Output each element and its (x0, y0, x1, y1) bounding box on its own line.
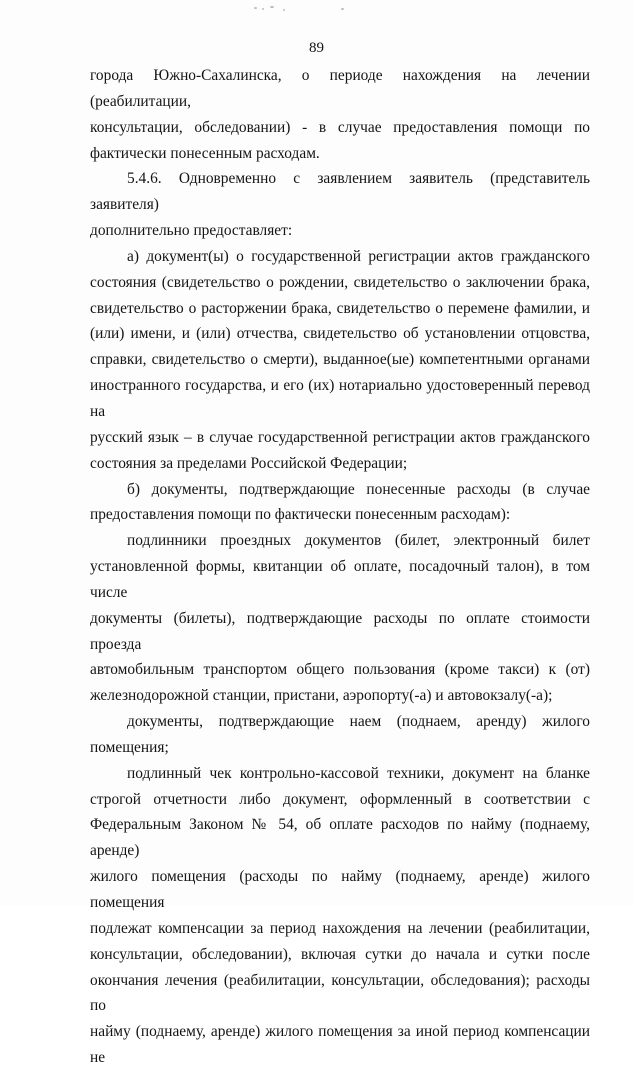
text-line: найму (поднаему, аренде) жилого помещения за иной период компенсации не (90, 1023, 590, 1067)
text-line: помещения; (90, 738, 169, 756)
text-line: города Южно-Сахалинска, о периоде нахождения на лечении (реабилитации, (90, 67, 590, 110)
text-line: подлинники проездных документов (билет, электронный билет (127, 532, 590, 550)
text-line: 5.4.6. Одновременно с заявлением заявитель (представитель заявителя) (90, 170, 590, 214)
text-line: подлежат компенсации за период нахождения на лечении (реабилитации, (90, 919, 590, 937)
text-line: жилого помещения (расходы по найму (поднаему, аренде) жилого помещения (90, 868, 590, 911)
text-line: б) документы, подтверждающие понесенные расходы (в случае (127, 480, 590, 498)
scan-speck (283, 9, 285, 11)
text-line: а) документ(ы) о государственной регистрации актов гражданского (127, 247, 590, 265)
text-line: консультации, обследовании), включая сутки до начала и сутки после (90, 945, 590, 963)
text-line: состояния за пределами Российской Федерации; (90, 454, 408, 472)
text-line: подлинный чек контрольно-кассовой техники, документ на бланке (127, 764, 590, 782)
text-line: документы (билеты), подтверждающие расходы по оплате стоимости проезда (90, 609, 590, 653)
scan-speck (254, 7, 257, 9)
text-line: справки, свидетельство о смерти), выданное(ые) компетентными органами (90, 351, 590, 369)
scan-speck (341, 8, 344, 10)
text-line: строгой отчетности либо документ, оформленный в соответствии с (90, 790, 590, 808)
text-line: железнодорожной станции, пристани, аэропорту(-а) и автовокзалу(-а); (90, 687, 553, 705)
text-line: консультации, обследовании) - в случае предоставления помощи по (90, 118, 590, 136)
text-line: автомобильным транспортом общего пользования (кроме такси) к (от) (90, 661, 590, 679)
text-line: дополнительно предоставляет: (90, 222, 293, 240)
text-line: состояния (свидетельство о рождении, свидетельство о заключении брака, (90, 273, 590, 291)
scan-speck (270, 6, 274, 8)
body-text (90, 63, 590, 1071)
text-line: иностранного государства, и его (их) нотариально удостоверенный перевод на (90, 377, 590, 420)
text-line: фактически понесенным расходам. (90, 144, 320, 162)
text-line: окончания лечения (реабилитации, консультации, обследования); расходы по (90, 971, 590, 1015)
text-line: установленной формы, квитанции об оплате, посадочный талон), в том числе (90, 558, 590, 601)
scan-speck (262, 8, 264, 10)
text-line: русский язык – в случае государственной регистрации актов гражданского (90, 428, 590, 446)
text-line: документы, подтверждающие наем (поднаем, аренду) жилого (127, 713, 590, 731)
text-line: (или) имени, и (или) отчества, свидетельство об установлении отцовства, (90, 325, 590, 343)
text-line: свидетельство о расторжении брака, свидетельство о перемене фамилии, и (90, 299, 590, 317)
text-line: Федеральным Законом № 54, об оплате расходов по найму (поднаему, аренде) (90, 816, 590, 860)
text-line: предоставления помощи по фактически понесенным расходам): (90, 506, 511, 524)
page-number: 89 (309, 40, 324, 56)
